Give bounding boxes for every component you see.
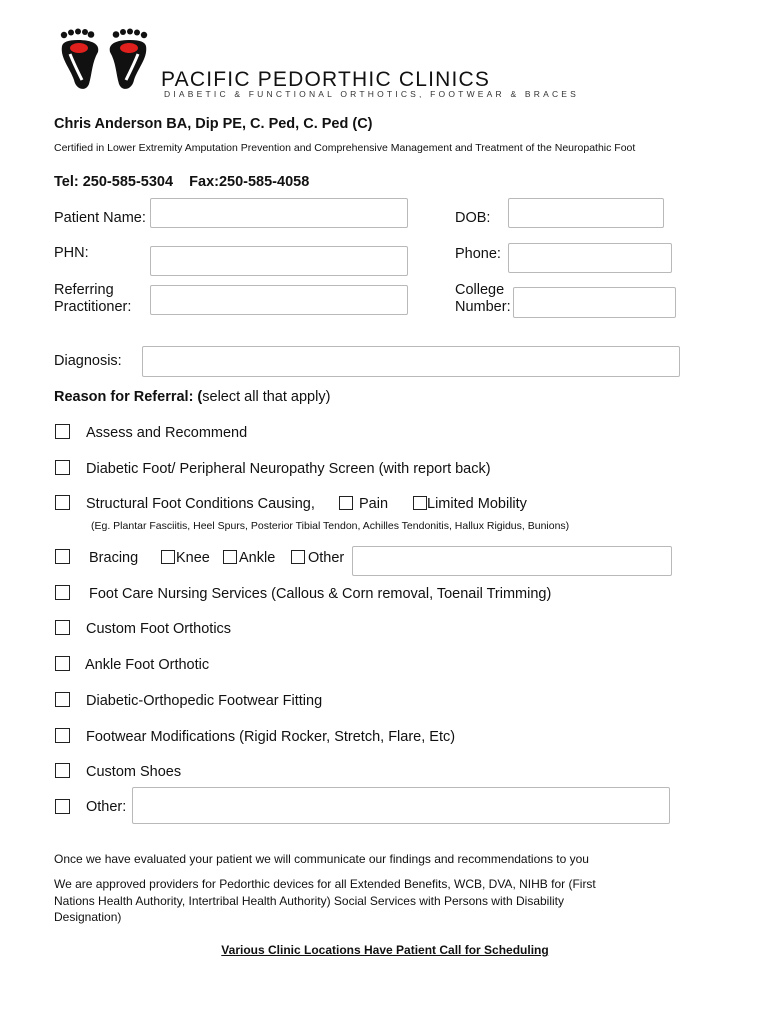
footwear-fitting-checkbox[interactable] [55, 692, 70, 707]
approved-providers-line1: We are approved providers for Pedorthic devices for all Extended Benefits, WCB, DVA, NIHB for (First [54, 877, 596, 891]
referring-label-line1: Referring [54, 282, 114, 298]
referring-label-line2: Practitioner: [54, 299, 132, 315]
other-label: Other: [86, 799, 127, 815]
diagnosis-input[interactable] [142, 346, 680, 377]
referral-heading-bold: Reason for Referral: ( [54, 389, 203, 405]
practitioner-credentials: Chris Anderson BA, Dip PE, C. Ped, C. Ped (C) [54, 116, 373, 132]
assess-checkbox[interactable] [55, 424, 70, 439]
ankle-checkbox[interactable] [223, 550, 237, 564]
other-brace-label: Other [308, 550, 345, 566]
phone-input[interactable] [508, 243, 672, 273]
footwear-mods-label: Footwear Modifications (Rigid Rocker, Stretch, Flare, Etc) [86, 729, 456, 745]
phn-input[interactable] [150, 246, 408, 276]
custom-shoes-label: Custom Shoes [86, 764, 182, 780]
structural-checkbox[interactable] [55, 495, 70, 510]
ankle-label: Ankle [239, 550, 276, 566]
college-label-line2: Number: [455, 299, 511, 315]
patient-name-input[interactable] [150, 198, 408, 228]
contact-line: Tel: 250-585-5304 Fax:250-585-4058 [54, 174, 310, 190]
communicate-note: Once we have evaluated your patient we will communicate our findings and recommendations to you [54, 852, 589, 866]
assess-label: Assess and Recommend [86, 425, 248, 441]
custom-orthotics-checkbox[interactable] [55, 620, 70, 635]
patient-name-label: Patient Name: [54, 210, 146, 226]
footwear-fitting-label: Diabetic-Orthopedic Footwear Fitting [86, 693, 323, 709]
clinic-tagline: DIABETIC & FUNCTIONAL ORTHOTICS, FOOTWEAR & BRACES [164, 89, 580, 99]
structural-label: Structural Foot Conditions Causing, [86, 496, 315, 512]
feet-logo-icon [56, 28, 158, 94]
other-brace-checkbox[interactable] [291, 550, 305, 564]
limited-mobility-label: Limited Mobility [427, 496, 527, 512]
other-checkbox[interactable] [55, 799, 70, 814]
clinic-name: PACIFIC PEDORTHIC CLINICS [161, 68, 491, 91]
bracing-label: Bracing [89, 550, 139, 566]
knee-checkbox[interactable] [161, 550, 175, 564]
diabetic-screen-label: Diabetic Foot/ Peripheral Neuropathy Screen (with report back) [86, 461, 491, 477]
dob-input[interactable] [508, 198, 664, 228]
footwear-mods-checkbox[interactable] [55, 728, 70, 743]
afo-label: Ankle Foot Orthotic [85, 657, 210, 673]
approved-providers-line3: Designation) [54, 910, 122, 924]
referral-heading [54, 389, 330, 405]
bracing-checkbox[interactable] [55, 549, 70, 564]
diabetic-screen-checkbox[interactable] [55, 460, 70, 475]
certification-line: Certified in Lower Extremity Amputation Prevention and Comprehensive Management and Treatment of the Neuropathic Foot [54, 142, 636, 154]
knee-label: Knee [176, 550, 210, 566]
structural-examples: (Eg. Plantar Fasciitis, Heel Spurs, Posterior Tibial Tendon, Achilles Tendonitis, Hallux Rigidus, Bunions) [91, 520, 570, 532]
foot-care-checkbox[interactable] [55, 585, 70, 600]
phone-label: Phone: [455, 246, 501, 262]
college-label-line1: College [455, 282, 505, 298]
custom-orthotics-label: Custom Foot Orthotics [86, 621, 232, 637]
afo-checkbox[interactable] [55, 656, 70, 671]
diagnosis-label: Diagnosis: [54, 353, 122, 369]
dob-label: DOB: [455, 210, 491, 226]
approved-providers-line2: Nations Health Authority, Intertribal Health Authority) Social Services with Persons with Disability [54, 894, 564, 908]
phn-label: PHN: [54, 245, 89, 261]
referring-practitioner-input[interactable] [150, 285, 408, 315]
pain-checkbox[interactable] [339, 496, 353, 510]
custom-shoes-checkbox[interactable] [55, 763, 70, 778]
foot-care-label: Foot Care Nursing Services (Callous & Corn removal, Toenail Trimming) [89, 586, 552, 602]
college-number-input[interactable] [513, 287, 676, 318]
pain-label: Pain [359, 496, 389, 512]
referral-heading-rest: select all that apply) [202, 389, 331, 405]
other-brace-input[interactable] [352, 546, 672, 576]
scheduling-note: Various Clinic Locations Have Patient Call for Scheduling [221, 943, 549, 957]
limited-mobility-checkbox[interactable] [413, 496, 427, 510]
other-input[interactable] [132, 787, 670, 824]
clinic-logo [56, 28, 580, 99]
